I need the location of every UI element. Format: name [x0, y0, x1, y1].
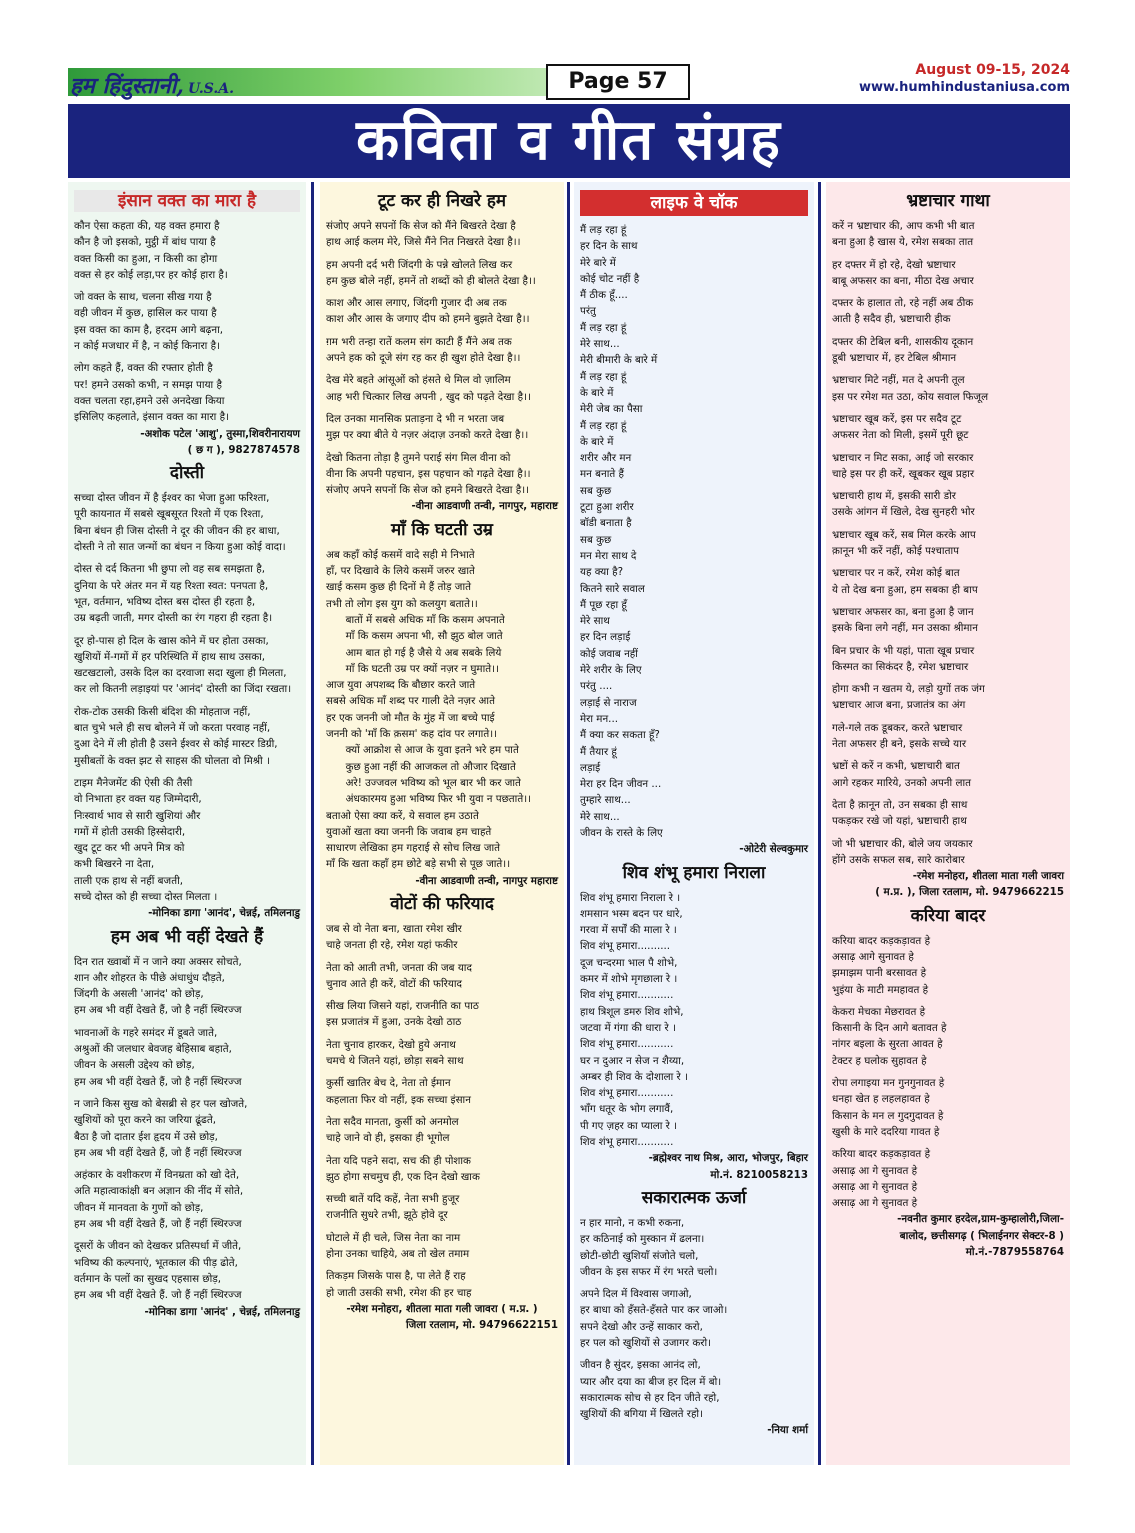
- poem-line: अंधकारमय हुआ भविष्य फिर भी युवा न पछताते।।: [326, 793, 531, 806]
- poem-line: वो निभाता हर वक्त यह जिम्मेदारी,: [74, 793, 202, 806]
- column-3: [574, 182, 814, 1465]
- poem-line: कमर में शोभे मृगछाला रे ।: [580, 973, 678, 986]
- poem-line: जिंदगी के असली 'आनंद' को छोड़,: [74, 988, 204, 1001]
- poem-line: मैं लड़ रहा हूं: [580, 321, 627, 334]
- poem-line: नांगर बइला के सुरता आवत हे: [832, 1038, 943, 1051]
- poem-line: के बारे में: [580, 386, 614, 399]
- poem-line: क़ानून भी करें नहीं, कोई पश्चाताप: [832, 545, 959, 558]
- poem-line: झुठ होगा सचमुच ही, एक दिन देखो खाक: [326, 1170, 480, 1183]
- poem-line: रोक-टोक उसकी किसी बंदिश की मोहताज नहीं,: [74, 705, 251, 718]
- poem-line: अरे! उज्जवल भविष्य को भूल बार भी कर जाते: [326, 776, 521, 789]
- poem-line: भ्रष्टाचार मिटे नहीं, मत दे अपनी तूल: [832, 374, 965, 387]
- poem-line: अश्रुओं की जलधार बेवजह बेहिसाब बहाते,: [74, 1043, 232, 1056]
- poem-line: हर दफ्तर में हो रहे, देखो भ्रष्टाचार: [832, 258, 956, 271]
- poem-line: जो भी भ्रष्टाचार की, बोले जय जयकार: [832, 837, 973, 850]
- poem-line: होंगे उसके सफल सब, सारे कारोबार: [832, 853, 965, 866]
- poem-line: भविष्य की कल्पनाएं, भूतकाल की पीड़ ढोते,: [74, 1256, 238, 1269]
- poem-line: वही जीवन में कुछ, हासिल कर पाया है: [74, 307, 217, 320]
- poem-line: टाइम मैनेजमेंट की ऐसी की तैसी: [74, 776, 193, 789]
- poem-line: दुनिया के परे अंतर मन में यह रिश्ता स्वत: पनपता है,: [74, 579, 269, 592]
- poem-line: इसके बिना लगे नहीं, मन उसका श्रीमान: [832, 622, 978, 635]
- poem-title: हम अब भी वहीं देखते हैं: [110, 926, 264, 947]
- poem-line: आती है सदैव ही, भ्रष्टाचारी हीक: [832, 313, 951, 326]
- poem-line: डूबी भ्रष्टाचार में, हर टेबिल श्रीमान: [832, 352, 957, 365]
- poem-line: शमसान भस्म बदन पर धारे,: [580, 907, 683, 920]
- poem-line: हर पल को खुशियों से उजागर करो।: [580, 1337, 712, 1349]
- poem-body: [326, 547, 558, 873]
- masthead: [68, 62, 1070, 102]
- column-divider: [567, 182, 570, 1465]
- poem-line: सबसे अधिक माँ शब्द पर गाली देते नज़र आते: [326, 695, 495, 708]
- poem-line: होगा कभी न खतम ये, लड़ो युगों तक जंग: [832, 683, 985, 696]
- poem-line: वक्त किसी का हुआ, न किसी का होगा: [74, 252, 218, 265]
- poem-line: तिकड़म जिसके पास है, पा लेते हैं राह: [326, 1270, 466, 1283]
- poem-line: दूसरों के जीवन को देखकर प्रतिस्पर्धा में जीते,: [74, 1240, 242, 1253]
- poem-line: बातों में सबसे अधिक माँ कि कसम अपनाते: [326, 613, 505, 626]
- poem-line: कर लो कितनी लड़ाइयां पर 'आनंद' दोस्ती का जिंदा रखता।: [74, 683, 292, 696]
- poem-line: सच्चे दोस्त को ही सच्चा दोस्त मिलता ।: [74, 890, 218, 903]
- poem-line: सब कुछ: [580, 533, 612, 546]
- poem-line: मैं लड़ रहा हूं: [580, 419, 627, 432]
- poem-line: दूर हो-पास हो दिल के खास कोने में घर होता उसका,: [74, 634, 269, 647]
- poem-line: देख मेरे बहते आंसूओं को हंसते थे मिल वो ज़ालिम: [326, 374, 511, 387]
- poem-line: मेरी जेब का पैसा: [580, 403, 643, 416]
- poem-line: पर! हमने उसको कभी, न समझ पाया है: [74, 378, 222, 391]
- poem-line: जीवन है सुंदर, इसका आनंद लो,: [580, 1359, 701, 1372]
- poem-line: मेरे साथ...: [580, 338, 620, 351]
- brand-name: हम हिंदुस्तानी, U.S.A.: [70, 73, 234, 99]
- poem-line: हो जाती उसकी सभी, रमेश की हर चाह: [326, 1286, 472, 1299]
- poem-line: नेता चुनाव हारकर, देखो हुये अनाथ: [326, 1038, 456, 1051]
- poem-line: किस्मत का सिकंदर है, रमेश भ्रष्टाचार: [832, 660, 969, 673]
- poem-line: माँ कि कसम अपना भी, सौ झुठ बोल जाते: [326, 630, 503, 643]
- poem-line: कौन ऐसा कहता की, यह वक्त हमारा है: [74, 220, 220, 232]
- poem-line: दफ्तर के हालात तो, रहे नहीं अब ठीक: [832, 297, 974, 310]
- poem-line: इसिलिए कहलाते, इंसान वक्त का मारा है।: [74, 411, 229, 424]
- poem-line: उम्र बढ़ती जाती, मगर दोस्ती का रंग गहरा ही रहता है।: [74, 612, 273, 625]
- poem-line: जब से वो नेता बना, खाता रमेश खीर: [326, 922, 462, 935]
- poem-line: शिव शंभू हमारा निराला रे ।: [580, 891, 681, 904]
- poem-line: निःस्वार्थ भाव से सारी खुशियां और: [74, 809, 201, 822]
- poem-body: [326, 218, 558, 498]
- poem-line: न कोई मजधार में है, न कोई किनारा है।: [74, 340, 220, 353]
- poem-line: चाहे जाने वो ही, इसका ही भूगोल: [326, 1132, 450, 1145]
- poem-line: टेक्टर ह घलोक सुहावत हे: [832, 1054, 927, 1067]
- poem-line: हम कुछ बोले नहीं, हमनें तो शब्दों को ही बोलते देखा है।।: [326, 274, 536, 287]
- poem-line: शिव शंभू हमारा...........: [580, 1087, 674, 1100]
- poem-line: किसानी के दिन आगे बतावत हे: [832, 1022, 947, 1035]
- poem-line: काश और आस लगाए, जिंदगी गुजार दी अब तक: [326, 297, 507, 310]
- poem-line: भ्रष्टाचार आज बना, प्रजातंत्र का अंग: [832, 699, 966, 712]
- poem-line: आह भरी चित्कार लिख अपनी , खुद को पढ़ते देखा है।।: [326, 390, 531, 403]
- poem-line: मैं लड़ रहा हूं: [580, 370, 627, 383]
- poem-line: लोग कहते हैं, वक्त की रफ्तार होती है: [74, 362, 213, 375]
- poem-line: किसान के मन ल गुदगुदावत हे: [832, 1109, 944, 1122]
- poem-line: आगे रहकर मारिये, उनको अपनी लात: [832, 776, 971, 789]
- poem-body: [74, 490, 300, 905]
- poem-line: संजोए अपने सपनों कि सेज को हमने बिखरते देखा है।।: [326, 484, 530, 497]
- poem-line: सीख लिया जिसने यहां, राजनीति का पाठ: [326, 1000, 479, 1013]
- poem-line: खटखटालो, उसके दिल का दरवाजा सदा खुला ही मिलता,: [74, 667, 287, 680]
- poem-line: गरवा में सर्पों की माला रे ।: [580, 924, 677, 937]
- poem-line: देता है क़ानून तो, उन सबका ही साथ: [832, 798, 968, 811]
- poem-line: दिल उनका मानसिक प्रताड़ना दे भी न भरता जब: [326, 412, 505, 425]
- poem-line: प्यार और दया का बीज हर दिल में बो।: [580, 1375, 722, 1388]
- poem-line: कौन है जो इसको, मुट्ठी में बांध पाया है: [74, 236, 216, 249]
- poem-line: पकड़कर रखे जो यहां, भ्रष्टाचारी हाथ: [832, 815, 967, 828]
- poem-line: चमचे थे जितने यहां, छोड़ा सबने साथ: [326, 1055, 464, 1068]
- column-1: [68, 182, 306, 1465]
- poem-line: मेरे शरीर के लिए: [580, 664, 642, 677]
- poem-line: परंतु ....: [580, 680, 613, 693]
- poem-line: हाथ आई कलम मेरे, जिसे मैंने नित निखरते देखा है।।: [326, 236, 521, 249]
- poem-line: काश और आस के जगाए दीप को हमने बुझते देखा है।।: [326, 313, 530, 326]
- poem-line: भूत, वर्तमान, भविष्य दोस्त बस दोस्त ही रहता है,: [74, 595, 256, 608]
- poem-line: दिन रात ख्वाबों में न जाने क्या अक्सर सोचते,: [74, 955, 242, 968]
- poem-line: असाढ़ आ गे सुनावत हे: [832, 1197, 918, 1210]
- page-number: Page 57: [546, 64, 690, 100]
- poem-body: [832, 218, 1064, 868]
- poem-line: खुशियों में-गमों में हर परिस्थिति में हाथ साथ उसका,: [74, 650, 266, 663]
- poem-line: जीवन में मानवता के गुणों को छोड़,: [74, 1201, 204, 1214]
- poem-line: भावनाओं के गहरे समंदर में डूबते जाते,: [74, 1026, 218, 1039]
- poem-line: हम अब भी वहीं देखते हैं, जो हैं नहीं स्थिरज्ज: [74, 1218, 242, 1231]
- poem-line: ये तो देख बना हुआ, हम सबका ही बाप: [832, 583, 978, 596]
- poem-line: यह क्या है?: [580, 566, 624, 579]
- poem-line: जटवा में गंगा की धारा रे ।: [580, 1021, 676, 1034]
- poem-line: बिन प्रचार के भी यहां, पाता खूब प्रचार: [832, 644, 975, 657]
- poem-line: सपने देखो और उन्हें साकार करो,: [580, 1320, 703, 1333]
- poem-title: शिव शंभू हमारा निराला: [622, 862, 766, 883]
- poem-line: केकरा मेचका मेछरावत हे: [832, 1005, 926, 1018]
- poem-line: दफ्तर की टेबिल बनी, शासकीय दूकान: [832, 335, 974, 348]
- poem-line: कुर्सी खातिर बेच दे, नेता तो ईमान: [326, 1077, 451, 1090]
- poem-line: घर न दुआर न सेज न शैय्या,: [580, 1054, 685, 1067]
- poem-credit: -रमेश मनोहरा, शीतला माता गली जावरा: [912, 870, 1064, 883]
- poem-title: इंसान वक्त का मारा है: [74, 190, 300, 212]
- poem-line: चुनाव आते ही करें, वोटों की फरियाद: [326, 977, 462, 990]
- poem-line: बिना बंधन ही जिस दोस्ती ने दूर की जीवन की हर बाधा,: [74, 524, 280, 537]
- poem-line: युवाओं खता क्या जननी कि जवाब हम चाहते: [326, 825, 492, 838]
- poem-line: माँ कि घटती उम्र पर क्यों नज़र न घुमाते।।: [326, 662, 499, 675]
- poem-line: क्यों आक्रोश से आज के युवा इतने भरे हम पाते: [326, 744, 519, 757]
- poem-title: माँ कि घटती उम्र: [391, 519, 493, 540]
- poem-line: कोई चोट नहीं है: [580, 272, 640, 285]
- website-link[interactable]: www.humhindustaniusa.com: [858, 80, 1070, 95]
- poem-line: असाढ़ आ गे सुनावत हे: [832, 1164, 918, 1177]
- poem-title: वोटों की फरियाद: [390, 893, 494, 914]
- poem-line: कुछ हुआ नहीं की आजकल तो औजार दिखाते: [326, 760, 516, 773]
- poem-line: हम अब भी वहीं देखते हैं, जो है नहीं स्थिरज्ज: [74, 1075, 242, 1088]
- poem-credit: -ब्रह्मेश्वर नाथ मिश्र, आरा, भोजपुर, बिहार: [648, 1152, 808, 1165]
- poem-line: शिव शंभू हमारा..........: [580, 940, 671, 953]
- poem-line: अफसर नेता को मिली, इसमें पूरी छूट: [832, 429, 969, 442]
- poem-line: मेरे साथ: [580, 615, 610, 628]
- poem-line: तुम्हारे साथ...: [580, 794, 631, 807]
- poem-credit: -निया शर्मा: [767, 1424, 808, 1437]
- poem-line: बाबू अफसर का बना, मीठा देख अचार: [832, 274, 974, 287]
- poem-line: छोटी-छोटी खुशियाँ संजोते चलो,: [580, 1249, 699, 1262]
- poem-line: संजोए अपने सपनों कि सेज को मैंने बिखरते देखा है: [326, 220, 516, 232]
- poem-line: लड़ाई से नाराज: [580, 696, 637, 709]
- poem-line: झमाझम पानी बरसावत हे: [832, 967, 927, 980]
- poem-line: सच्ची बातें यदि कहें, नेता सभी हुजूर: [326, 1193, 460, 1206]
- poem-credit: -नवनीत कुमार हरदेल,ग्राम-कुम्हालोरी,जिला-: [897, 1213, 1064, 1226]
- page-banner: कविता व गीत संग्रह: [68, 104, 1070, 178]
- poem-line: बैठा है जो दातार ईश हृदय में उसे छोड़,: [74, 1130, 218, 1143]
- poem-line: सकारात्मक सोच से हर दिन जीते रहो,: [580, 1391, 720, 1404]
- poem-line: मैं पूछ रहा हूँ: [580, 598, 627, 611]
- poem-line: असाढ़ आगे सुनावत हे: [832, 950, 914, 963]
- poem-line: हाँ, पर दिखावे के लिये कसमें जरुर खाते: [326, 565, 475, 578]
- poem-line: शिव शंभू हमारा...........: [580, 1038, 674, 1051]
- poem-line: भ्रष्टाचार खूब करें, इस पर सदैव टूट: [832, 412, 962, 425]
- poem-line: रोपा लगाइया मन गुनगुनावत हे: [832, 1077, 945, 1090]
- poem-line: हाथ त्रिशूल डमरु शिव शोभे,: [580, 1005, 684, 1018]
- poem-line: अब कहाँ कोई कसमें वादे सही मे निभाते: [326, 548, 475, 561]
- poem-line: घोटाले में ही चले, जिस नेता का नाम: [326, 1231, 461, 1244]
- poem-line: वीना कि अपनी पहचान, इस पहचान को गढ़ते देखा है।।: [326, 467, 531, 480]
- poem-line: गमों में होती उसकी हिस्सेदारी,: [74, 825, 186, 838]
- poem-credit: -रमेश मनोहरा, शीतला माता गली जावरा ( म.प्र. ): [346, 1302, 538, 1315]
- poem-line: भ्रष्टाचार न मिट सका, आई जो सरकार: [832, 451, 974, 464]
- poem-line: जो वक्त के साथ, चलना सीख गया है: [74, 291, 212, 304]
- poem-line: मैं क्या कर सकता हूँ?: [580, 729, 660, 742]
- poem-line: असाढ़ आ गे सुनावत हे: [832, 1180, 918, 1193]
- poem-line: मैं लड़ रहा हूं: [580, 224, 627, 236]
- poem-line: सब कुछ: [580, 484, 612, 497]
- poem-line: जीवन के इस सफर में रंग भरते चलो।: [580, 1265, 718, 1278]
- poem-credit: -वीना आडवाणी तन्वी, नागपुर, महाराष्ट: [411, 500, 558, 513]
- poem-line: आज युवा अपशब्द कि बौछार करते जाते: [326, 679, 476, 692]
- poem-line: वर्तमान के पलों का सुखद एहसास छोड़,: [74, 1272, 222, 1285]
- poem-line: नेता सदैव मानता, कुर्सी को अनमोल: [326, 1115, 459, 1128]
- poem-line: धनहा खेत ह लहलहावत हे: [832, 1093, 930, 1106]
- poem-line: नेता को आती तभी, जनता की जब याद: [326, 961, 472, 974]
- poem-credit: -अशोक पटेल 'आशु', तुस्मा,शिवरीनारायण: [140, 427, 300, 440]
- poem-line: मुझ पर क्या बीते ये नज़र अंदाज़ उनको करते देखा है।।: [326, 429, 529, 442]
- poem-line: इस प्रजातंत्र में हुआ, उनके देखो ठाठ: [326, 1016, 462, 1029]
- poem-line: आम बात हो गई है जैसे ये अब सबके लिये: [326, 646, 502, 659]
- poem-line: कभी बिखरने ना देता,: [74, 858, 155, 871]
- poem-line: करें न भ्रष्टाचार की, आप कभी भी बात: [832, 220, 975, 232]
- poem-line: उसके आंगन में खिले, देख सुनहरी भोर: [832, 506, 975, 519]
- poem-title: टूट कर ही निखरे हम: [377, 191, 507, 211]
- poem-line: तभी तो लोग इस युग को कलयुग बताते।।: [326, 597, 478, 610]
- poem-line: दोस्त से दर्द कितना भी छुपा लो वह सब समझता है,: [74, 563, 265, 576]
- poem-line: देखो कितना तोड़ा है तुमने पराई संग मिल वीना को: [326, 451, 511, 464]
- poem-line: भ्रष्टाचार पर न करें, रमेश कोई बात: [832, 567, 960, 580]
- poem-credit: जिला रतलाम, मो. 94796622151: [405, 1319, 558, 1332]
- poem-line: अपने हक को दूजे संग रह कर ही खुश होते देखा है।।: [326, 352, 521, 365]
- poem-line: माँ कि खता कहाँ हम छोटे बड़े सभी से पूछ जाते।।: [326, 858, 511, 871]
- poem-body: [326, 921, 558, 1301]
- poem-line: भाँग धतूर के भोग लगावैं,: [580, 1103, 674, 1116]
- poem-body: [832, 933, 1064, 1212]
- poem-line: हम अब भी वहीं देखते हैं, जो है नहीं स्थिरज्ज: [74, 1004, 242, 1017]
- poem-line: भ्रष्टाचारी हाथ में, इसकी सारी डोर: [832, 490, 956, 503]
- poem-line: परंतु: [580, 305, 596, 318]
- poem-body: [74, 218, 300, 426]
- poem-line: कितने सारे सवाल: [580, 582, 645, 595]
- poem-line: मेरा मन...: [580, 712, 619, 725]
- poem-line: खुद टूट कर भी अपने मित्र को: [74, 842, 185, 855]
- poem-line: पी गए ज़हर का प्याला रे ।: [580, 1119, 678, 1132]
- poem-body: [580, 890, 808, 1151]
- poem-line: अपने दिल में विश्वास जगाओ,: [580, 1288, 692, 1301]
- poem-line: इस पर रमेश मत उठा, कोय सवाल फिजूल: [832, 390, 989, 403]
- issue-date: August 09-15, 2024: [915, 62, 1070, 78]
- poem-line: बना हुआ है खास ये, रमेश सबका तात: [832, 236, 974, 249]
- poem-line: मैं तैयार हूं: [580, 745, 617, 758]
- poem-body: [580, 1215, 808, 1423]
- poem-line: बताओ ऐसा क्या करें, ये सवाल हम उठाते: [326, 809, 479, 822]
- poem-body: [74, 954, 300, 1304]
- poem-line: जीवन के रास्ते के लिए: [580, 826, 663, 839]
- poem-line: शिव शंभू हमारा...........: [580, 1136, 674, 1149]
- poem-line: लड़ाई: [580, 761, 601, 774]
- poem-line: मुसीबतों के वक्त झट से साहस की घोलता वो मिश्री ।: [74, 754, 270, 767]
- poem-line: गले-गले तक डूबकर, करते भ्रष्टाचार: [832, 721, 963, 734]
- poem-line: शान और शोहरत के पीछे अंधाधुंध दौड़ते,: [74, 971, 225, 984]
- poem-line: मेरा हर दिन जीवन ...: [580, 778, 662, 791]
- poem-line: जननी को 'माँ कि क़सम' कह दांव पर लगाते।।: [326, 728, 497, 741]
- poem-line: दोस्ती ने तो सात जन्मों का बंधन न किया हुआ कोई वादा।: [74, 541, 286, 554]
- poem-line: नेता अफसर ही बने, इसके सच्चे यार: [832, 738, 967, 751]
- poem-credit: -मोनिका डागा 'आनंद' , चेन्नई, तमिलनाडु: [144, 1305, 300, 1318]
- poem-line: वक्त से हर कोई लड़ा,पर हर कोई हारा है।: [74, 268, 228, 281]
- poem-line: भुइंया के माटी ममहावत हे: [832, 983, 929, 996]
- poem-line: न जाने किस सुख को बेसब्री से हर पल खोजते,: [74, 1097, 248, 1110]
- poem-line: खुशियों की बगिया में खिलते रहो।: [580, 1408, 703, 1421]
- poem-title: करिया बादर: [910, 905, 986, 926]
- poem-credit: -मोनिका डागा 'आनंद', चेन्नई, तमिलनाडु: [148, 907, 300, 920]
- poem-line: खाई कसम कुछ ही दिनों मे हैं तोड़ जाते: [326, 581, 471, 594]
- poem-credit: ( छ ग ), 9827874578: [187, 443, 300, 456]
- poem-title: लाइफ वे चॉक: [580, 190, 808, 216]
- poem-line: जीवन के असली उद्देश्य को छोड़,: [74, 1059, 195, 1072]
- poem-line: खुशियों को पूरा करने का जरिया ढूंढते,: [74, 1114, 216, 1127]
- poem-line: बात चुभे भले ही सच बोलने में जो करता परवाह नहीं,: [74, 722, 271, 735]
- column-divider: [311, 182, 314, 1465]
- poem-credit: -ओटेरी सेल्वकुमार: [739, 843, 808, 856]
- poem-line: चाहे इस पर ही करें, खूबकर खूब प्रहार: [832, 467, 975, 480]
- poem-title: सकारात्मक ऊर्जा: [641, 1187, 747, 1208]
- poem-body: [580, 222, 808, 841]
- poem-line: हर दिन लड़ाई: [580, 631, 631, 644]
- poem-line: कोई जवाब नहीं: [580, 647, 638, 660]
- poem-line: साधारण लेखिका हम गहराई से सोच लिख जाते: [326, 842, 501, 855]
- poem-title: भ्रष्टाचार गाथा: [906, 191, 990, 211]
- poem-line: करिया बादर कड़कड़ावत हे: [832, 934, 931, 947]
- poem-line: पूरी कायनात में सबसे खूबसूरत रिश्तो में एक रिश्ता,: [74, 508, 264, 521]
- poem-line: मन मेरा साथ दे: [580, 549, 637, 562]
- poem-line: के बारे में: [580, 435, 614, 448]
- poem-line: बॉडी बनाता है: [580, 517, 632, 530]
- poem-line: होना उनका चाहिये, अब तो खेल तमाम: [326, 1248, 470, 1261]
- poem-line: हर कठिनाई को मुस्कान में ढलना।: [580, 1233, 705, 1246]
- poem-line: नेता यदि पहने सदा, सच की ही पोशाक: [326, 1154, 471, 1167]
- column-2: [320, 182, 564, 1465]
- poem-line: ताली एक हाथ से नहीं बजती,: [74, 874, 184, 887]
- poem-credit: मो.नं. 8210058213: [710, 1168, 808, 1181]
- poem-line: मेरे साथ...: [580, 810, 620, 823]
- poem-line: दुआ देने में ली होती है उसने ईश्वर से कोई मास्टर डिग्री,: [74, 738, 278, 751]
- poem-line: अति महात्वाकांक्षी बन अज्ञान की नींद में सोते,: [74, 1185, 244, 1198]
- poem-line: भ्रष्टाचार अफसर का, बना हुआ है जान: [832, 605, 974, 618]
- brand-bar: [68, 68, 628, 99]
- poem-line: मेरे बारे में: [580, 256, 616, 269]
- poem-credit: मो.नं.-7879558764: [965, 1246, 1064, 1259]
- poem-line: हर बाधा को हँसते-हँसते पार कर जाओ।: [580, 1304, 728, 1317]
- poem-line: वक्त चलता रहा,हमने उसे अनदेखा किया: [74, 394, 225, 407]
- poem-line: अहंकार के वशीकरण में विनम्रता को खो देते,: [74, 1169, 240, 1182]
- poem-line: सच्चा दोस्त जीवन में है ईश्वर का भेजा हुआ फरिश्ता,: [74, 492, 270, 505]
- poem-line: खुसी के मारे ददरिया गावत हे: [832, 1125, 940, 1138]
- poem-line: मैं ठीक हूँ....: [580, 289, 628, 302]
- poem-line: अम्बर ही शिव के दोशाला रे ।: [580, 1070, 688, 1083]
- poem-line: हम अब भी वहीं देखते हैं, जो हैं नहीं स्थिरज्ज: [74, 1146, 242, 1159]
- poem-credit: बालोद, छत्तीसगढ़ ( भिलाईनगर सेक्टर-8 ): [899, 1229, 1064, 1242]
- poem-line: भ्रष्टाचार खूब करें, सब मिल करके आप: [832, 528, 976, 541]
- poem-line: मन बनाते हैं: [580, 468, 625, 481]
- poem-line: ग़म भरी तन्हा रातें कलम संग काटी हैं मैंने अब तक: [326, 335, 512, 348]
- poem-line: भ्रष्टों से करें न कभी, भ्रष्टाचारी बात: [832, 760, 960, 773]
- poem-line: करिया बादर कड़कड़ावत हे: [832, 1148, 931, 1161]
- poem-title: दोस्ती: [169, 463, 205, 484]
- poem-line: इस वक्त का काम है, हरदम आगे बढ़ना,: [74, 323, 224, 336]
- poem-line: दूज चन्दरमा भाल पै शोभे,: [580, 956, 678, 969]
- column-4: [826, 182, 1070, 1465]
- column-divider: [818, 182, 821, 1465]
- poem-line: न हार मानो, न कभी रुकना,: [580, 1216, 685, 1229]
- poem-line: राजनीति सुधरे तभी, झूठे होवे दूर: [326, 1209, 448, 1222]
- poem-line: हर दिन के साथ: [580, 240, 638, 253]
- poem-line: हम अब भी वहीं देखते हैं. जो हैं नहीं स्थिरज्ज: [74, 1289, 242, 1302]
- poem-line: शिव शंभू हमारा...........: [580, 989, 674, 1002]
- poem-line: हम अपनी दर्द भरी जिंदगी के पन्ने खोलते लिख कर: [326, 258, 513, 271]
- poem-credit: ( म.प्र. ), जिला रतलाम, मो. 9479662215: [875, 886, 1064, 899]
- poem-line: कहलाता फिर वो नहीं, इक सच्चा इंसान: [326, 1093, 471, 1106]
- poem-line: हर एक जननी जो मौत के मुंह में जा बच्चे पाई: [326, 711, 495, 724]
- poem-line: शरीर और मन: [580, 452, 632, 465]
- poem-line: मेरी बीमारी के बारे में: [580, 354, 658, 367]
- poem-line: टूटा हुआ शरीर: [580, 501, 634, 514]
- poem-credit: -वीना आडवाणी तन्वी, नागपुर महाराष्ट: [415, 874, 558, 887]
- poem-line: चाहे जनता ही रहे, रमेश यहां फकीर: [326, 939, 458, 952]
